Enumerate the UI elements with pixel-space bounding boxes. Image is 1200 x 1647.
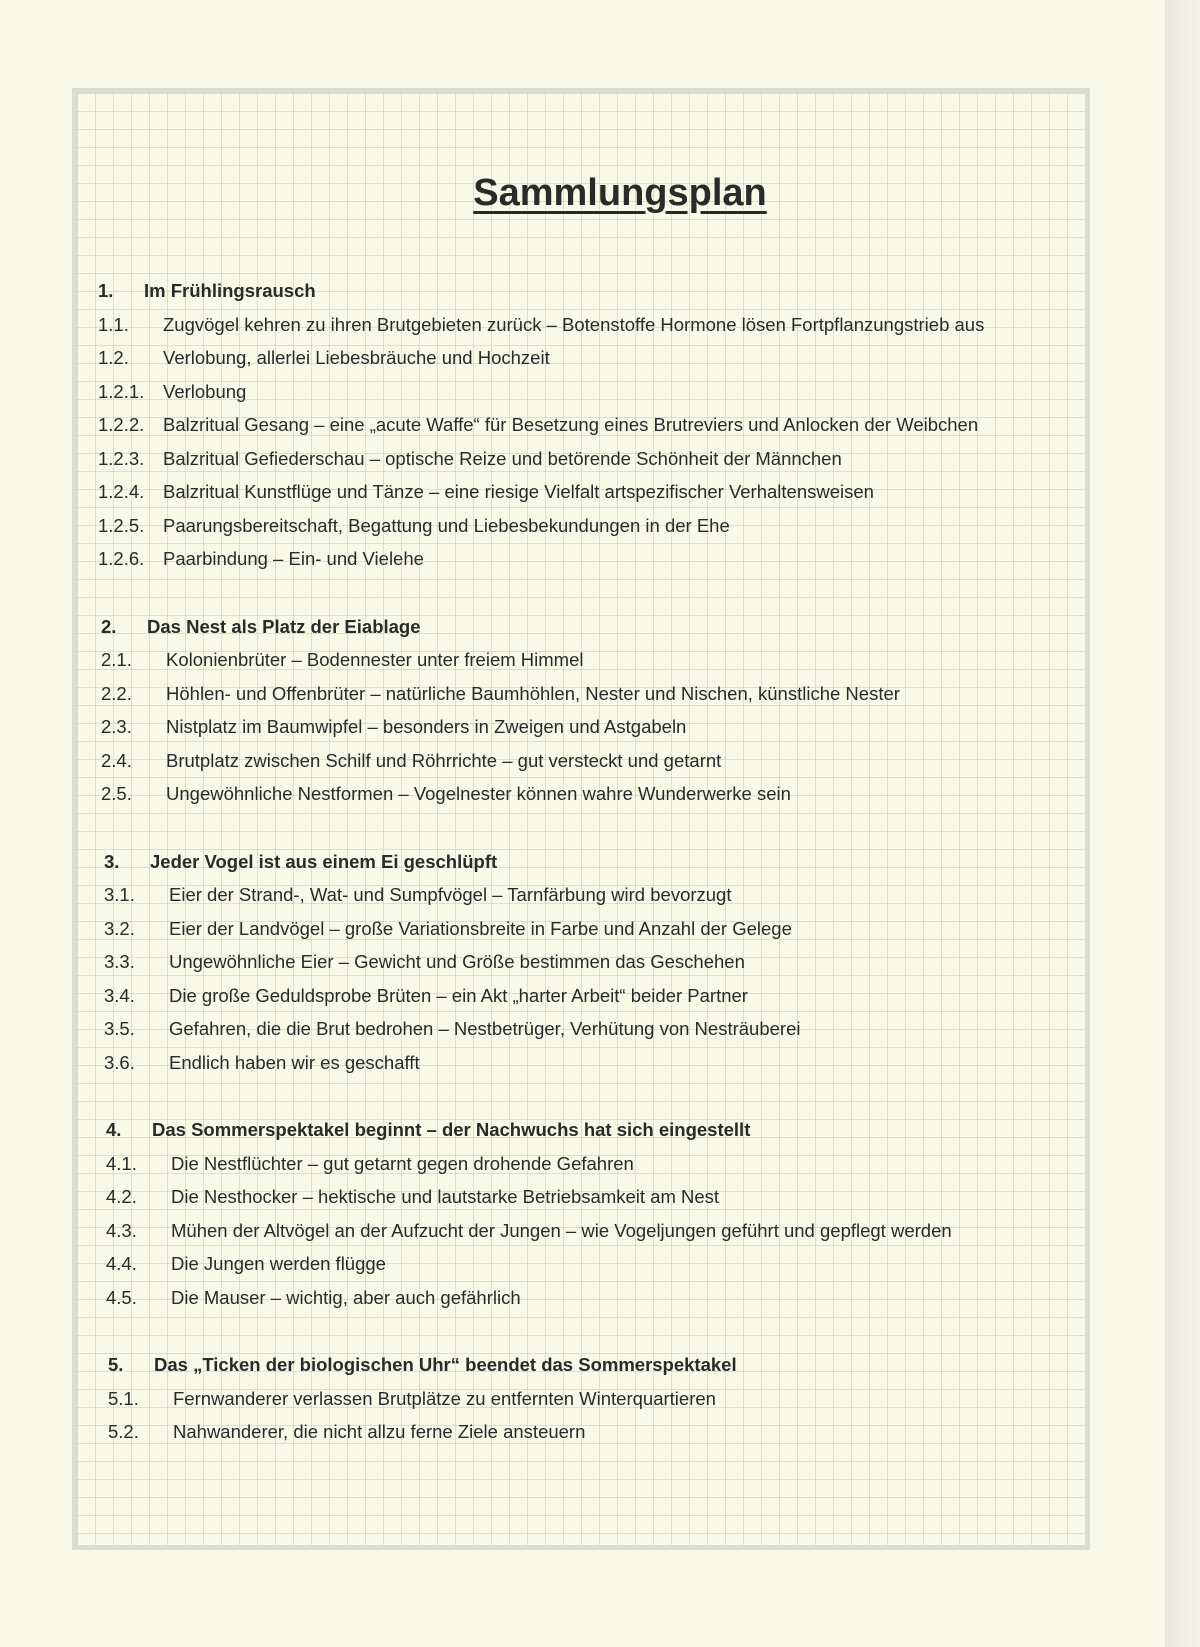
section-1 — [98, 274, 1058, 576]
section-title: Das Sommerspektakel beginnt – der Nachwuchs hat sich eingestellt — [152, 1119, 751, 1140]
item-number: 2.4. — [101, 749, 132, 771]
list-item — [101, 677, 1058, 711]
list-item — [104, 1046, 1058, 1080]
item-text: Die Mauser – wichtig, aber auch gefährlich — [171, 1286, 521, 1308]
item-number: 3.5. — [104, 1018, 135, 1039]
list-item — [104, 912, 1058, 946]
item-text: Balzritual Kunstflüge und Tänze – eine riesige Vielfalt artspezifischer Verhaltensweisen — [163, 481, 874, 502]
section-heading — [98, 274, 1058, 308]
item-number: 1.2.4. — [98, 481, 145, 502]
item-text: Die große Geduldsprobe Brüten – ein Akt „harter Arbeit“ beider Partner — [169, 984, 748, 1006]
item-text: Die Nestflüchter – gut getarnt gegen drohende Gefahren — [171, 1152, 634, 1174]
list-item — [98, 341, 1058, 375]
section-heading — [108, 1348, 1058, 1382]
item-text: Verlobung, allerlei Liebesbräuche und Hochzeit — [163, 347, 550, 368]
section-number: 3. — [104, 850, 120, 872]
list-item — [101, 744, 1058, 778]
list-item — [98, 308, 1058, 342]
scan-edge — [1165, 0, 1200, 1647]
item-number: 5.2. — [108, 1421, 139, 1442]
item-number: 1.2. — [98, 347, 129, 368]
item-number: 3.4. — [104, 984, 135, 1006]
item-number: 2.2. — [101, 682, 132, 704]
list-item — [98, 542, 1058, 576]
item-number: 1.2.5. — [98, 514, 145, 536]
item-text: Eier der Landvögel – große Variationsbreite in Farbe und Anzahl der Gelege — [169, 917, 792, 939]
item-number: 3.2. — [104, 917, 135, 939]
section-heading — [106, 1113, 1058, 1147]
list-item — [106, 1180, 1058, 1214]
list-item — [98, 408, 1058, 442]
item-number: 1.1. — [98, 313, 129, 335]
section-5 — [108, 1348, 1058, 1449]
section-heading — [101, 610, 1058, 644]
list-item — [104, 1012, 1058, 1046]
item-text: Gefahren, die die Brut bedrohen – Nestbetrüger, Verhütung von Nesträuberei — [169, 1018, 801, 1039]
item-text: Verlobung — [163, 380, 247, 402]
item-number: 1.2.1. — [98, 380, 145, 402]
section-number: 4. — [106, 1119, 122, 1140]
section-heading — [104, 845, 1058, 879]
item-text: Kolonienbrüter – Bodennester unter freiem Himmel — [166, 649, 584, 670]
item-text: Die Jungen werden flügge — [171, 1253, 386, 1274]
list-item — [106, 1214, 1058, 1248]
item-number: 3.1. — [104, 884, 135, 905]
item-text: Ungewöhnliche Nestformen – Vogelnester können wahre Wunderwerke sein — [166, 783, 791, 804]
item-number: 4.4. — [106, 1253, 137, 1274]
section-title: Im Frühlingsrausch — [144, 280, 316, 301]
section-3 — [104, 845, 1058, 1080]
section-number: 2. — [101, 615, 117, 637]
item-text: Die Nesthocker – hektische und lautstarke Betriebsamkeit am Nest — [171, 1186, 720, 1207]
item-number: 4.1. — [106, 1152, 137, 1174]
item-number: 4.3. — [106, 1219, 137, 1241]
section-number: 1. — [98, 280, 114, 301]
list-item — [106, 1147, 1058, 1181]
item-text: Paarbindung – Ein- und Vielehe — [163, 548, 424, 569]
collection-plan — [98, 274, 1058, 1483]
item-text: Nistplatz im Baumwipfel – besonders in Zweigen und Astgabeln — [166, 716, 687, 737]
section-4 — [106, 1113, 1058, 1314]
section-2 — [101, 610, 1058, 811]
item-text: Fernwanderer verlassen Brutplätze zu entfernten Winterquartieren — [173, 1387, 716, 1409]
item-number: 2.3. — [101, 716, 132, 737]
list-item — [98, 375, 1058, 409]
item-number: 3.6. — [104, 1051, 135, 1073]
item-text: Eier der Strand-, Wat- und Sumpfvögel – Tarnfärbung wird bevorzugt — [169, 884, 732, 905]
page-title: Sammlungsplan — [473, 172, 767, 214]
section-title: Das „Ticken der biologischen Uhr“ beendet das Sommerspektakel — [154, 1354, 737, 1375]
item-text: Endlich haben wir es geschafft — [169, 1051, 420, 1073]
item-text: Balzritual Gefiederschau – optische Reize und betörende Schönheit der Männchen — [163, 447, 842, 469]
item-text: Brutplatz zwischen Schilf und Röhrrichte – gut versteckt und getarnt — [166, 749, 722, 771]
item-text: Balzritual Gesang – eine „acute Waffe“ für Besetzung eines Brutreviers und Anlocken der Weibchen — [163, 414, 979, 435]
section-title: Jeder Vogel ist aus einem Ei geschlüpft — [150, 850, 498, 872]
item-number: 2.5. — [101, 783, 132, 804]
list-item — [98, 509, 1058, 543]
item-text: Paarungsbereitschaft, Begattung und Liebesbekundungen in der Ehe — [163, 514, 730, 536]
item-number: 1.2.6. — [98, 548, 145, 569]
section-number: 5. — [108, 1354, 124, 1375]
list-item — [101, 710, 1058, 744]
list-item — [106, 1281, 1058, 1315]
item-number: 2.1. — [101, 649, 132, 670]
list-item — [98, 442, 1058, 476]
list-item — [104, 979, 1058, 1013]
item-number: 4.2. — [106, 1186, 137, 1207]
list-item — [104, 878, 1058, 912]
list-item — [98, 475, 1058, 509]
section-title: Das Nest als Platz der Eiablage — [147, 615, 421, 637]
item-number: 3.3. — [104, 951, 135, 972]
item-number: 5.1. — [108, 1387, 139, 1409]
list-item — [104, 945, 1058, 979]
item-text: Mühen der Altvögel an der Aufzucht der Jungen – wie Vogeljungen geführt und gepflegt werden — [171, 1219, 952, 1241]
item-text: Ungewöhnliche Eier – Gewicht und Größe bestimmen das Geschehen — [169, 951, 745, 972]
item-number: 1.2.2. — [98, 414, 145, 435]
item-number: 1.2.3. — [98, 447, 145, 469]
list-item — [101, 777, 1058, 811]
list-item — [106, 1247, 1058, 1281]
item-number: 4.5. — [106, 1286, 137, 1308]
list-item — [101, 643, 1058, 677]
item-text: Nahwanderer, die nicht allzu ferne Ziele ansteuern — [173, 1421, 586, 1442]
list-item — [108, 1415, 1058, 1449]
list-item — [108, 1382, 1058, 1416]
item-text: Höhlen- und Offenbrüter – natürliche Baumhöhlen, Nester und Nischen, künstliche Nester — [166, 682, 900, 704]
item-text: Zugvögel kehren zu ihren Brutgebieten zurück – Botenstoffe Hormone lösen Fortpflanzungstrieb aus — [163, 313, 985, 335]
